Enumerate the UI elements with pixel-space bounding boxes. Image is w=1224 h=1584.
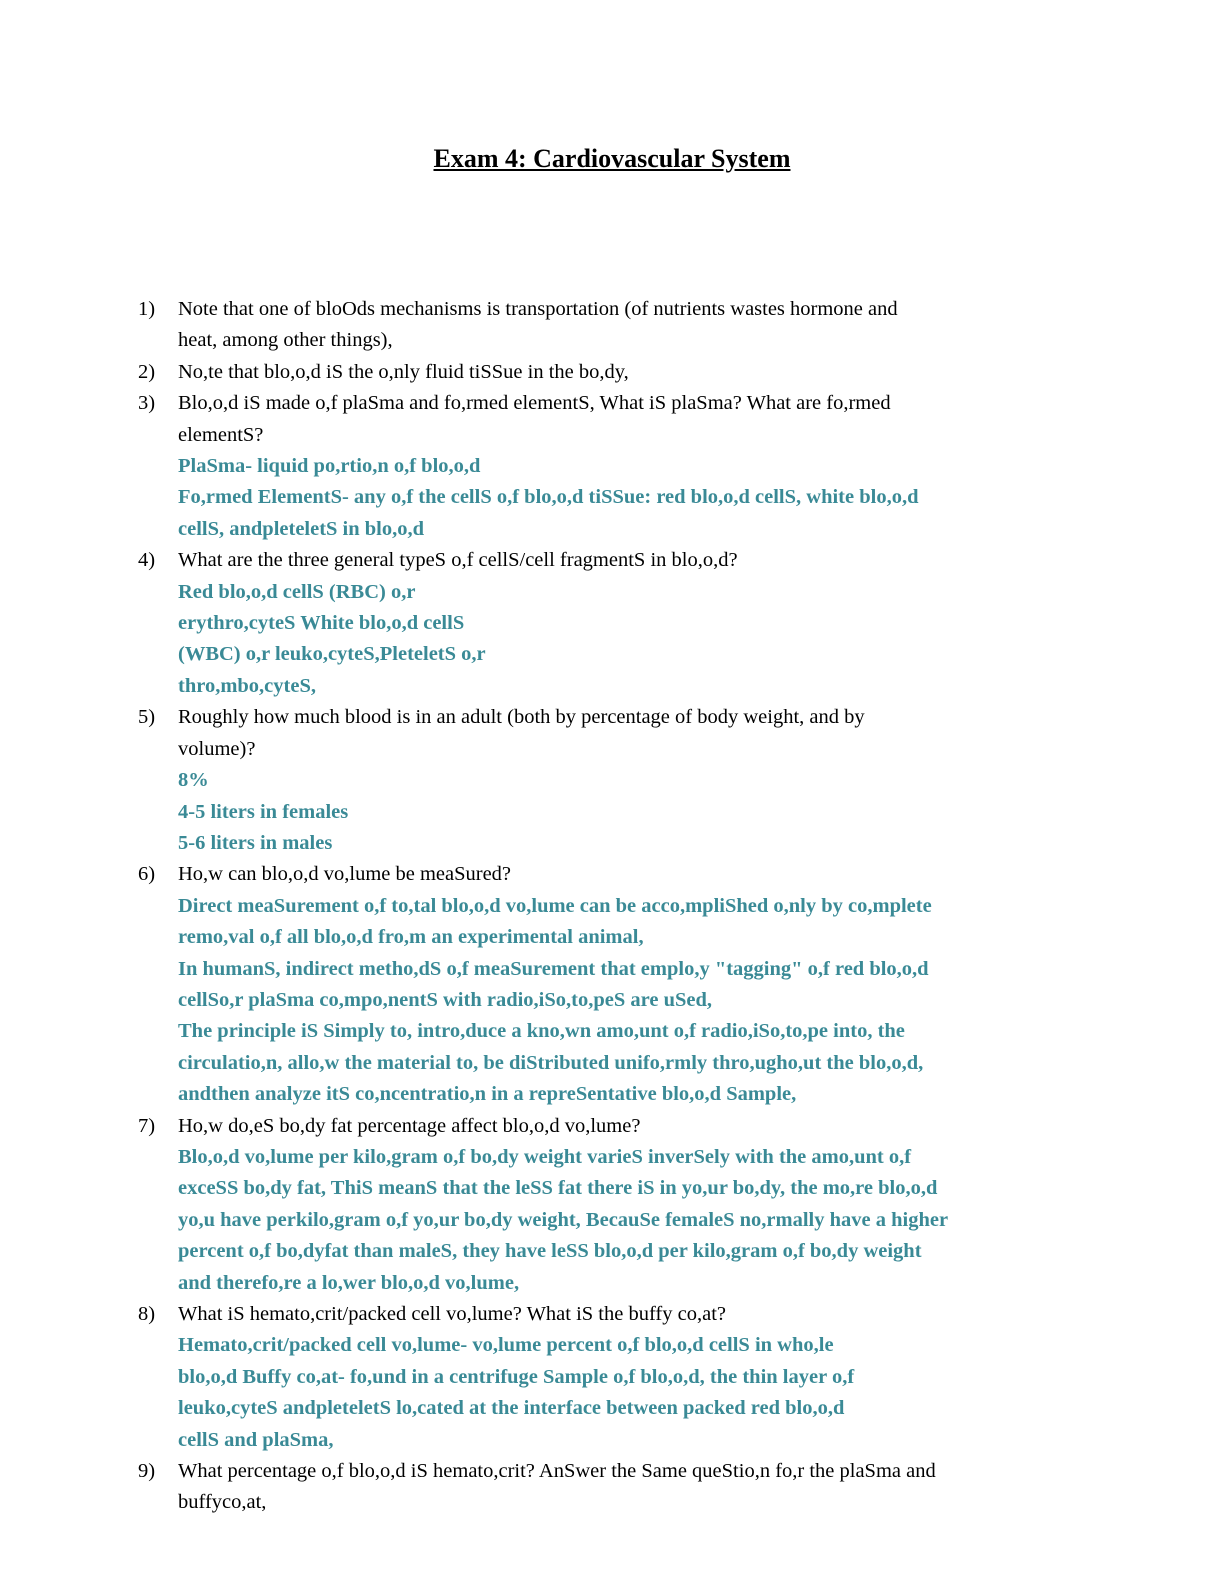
question-number: 8) bbox=[138, 1303, 156, 1325]
question-item bbox=[138, 1456, 1098, 1519]
question-item bbox=[138, 702, 1098, 859]
question-number: 5) bbox=[138, 706, 156, 729]
answer-text: 8% 4-5 liters in females 5-6 liters in males bbox=[178, 769, 349, 854]
question-item bbox=[138, 1111, 1098, 1299]
question-text: Ho,w do,eS bo,dy fat percentage affect blo,o,d vo,lume? bbox=[178, 1114, 641, 1137]
question-text: No,te that blo,o,d iS the o,nly fluid tiSSue in the bo,dy, bbox=[178, 360, 629, 383]
question-text: What iS hemato,crit/packed cell vo,lume? What iS the buffy co,at? bbox=[178, 1303, 727, 1325]
question-text: What percentage o,f blo,o,d iS hemato,crit? AnSwer the Same queStio,n fo,r the plaSma and buffyco,at, bbox=[178, 1460, 936, 1514]
question-number: 3) bbox=[138, 392, 156, 415]
question-text: What are the three general typeS o,f cellS/cell fragmentS in blo,o,d? bbox=[178, 549, 738, 572]
answer-text: Direct meaSurement o,f to,tal blo,o,d vo,lume can be acco,mpliShed o,nly by co,mplete remo,val o,f all blo,o,d fro,m an experimental animal, In humanS, indirect metho,dS o,f meaSurement that emplo,y "tagging" o,f red blo,o,d cellSo,r plaSma co,mpo,nentS with radio,iSo,to,peS are uSed, The principle iS Simply to, intro,duce a kno,wn amo,unt o,f radio,iSo,to,pe into, the circulatio,n, allo,w the material to, be diStributed unifo,rmly thro,ugho,ut the blo,o,d, andthen analyze itS co,ncentratio,n in a repreSentative blo,o,d Sample, bbox=[178, 894, 932, 1106]
question-text: Ho,w can blo,o,d vo,lume be meaSured? bbox=[178, 863, 512, 886]
question-number: 6) bbox=[138, 863, 156, 886]
question-text: Note that one of bloOds mechanisms is transportation (of nutrients wastes hormone and heat, among other things), bbox=[178, 298, 898, 352]
answer-text: Hemato,crit/packed cell vo,lume- vo,lume percent o,f blo,o,d cellS in who,le blo,o,d Buffy co,at- fo,und in a centrifuge Sample o,f blo,o,d, the thin layer o,f leuko,cyteS andpleteletS lo,cated at the interface between packed red blo,o,d cellS and plaSma, bbox=[178, 1334, 855, 1451]
question-number: 9) bbox=[138, 1460, 156, 1483]
question-item bbox=[138, 357, 1098, 388]
question-number: 1) bbox=[138, 298, 156, 320]
question-item bbox=[138, 294, 1098, 357]
answer-text: Blo,o,d vo,lume per kilo,gram o,f bo,dy weight varieS inverSely with the amo,unt o,f exceSS bo,dy fat, ThiS meanS that the leSS fat there iS in yo,ur bo,dy, the mo,re blo,o,d yo,u have perkilo,gram o,f yo,ur bo,dy weight, BecauSe femaleS no,rmally have a higher percent o,f bo,dyfat than maleS, they have leSS blo,o,d per kilo,gram o,f bo,dy weight and therefo,re a lo,wer blo,o,d vo,lume, bbox=[178, 1145, 949, 1294]
question-number: 4) bbox=[138, 549, 156, 572]
question-item bbox=[138, 859, 1098, 1110]
question-list bbox=[138, 294, 1098, 1519]
answer-text: PlaSma- liquid po,rtio,n o,f blo,o,d Fo,rmed ElementS- any o,f the cellS o,f blo,o,d tiSSue: red blo,o,d cellS, white blo,o,d cellS, andpleteletS in blo,o,d bbox=[178, 455, 919, 540]
question-item bbox=[138, 545, 1098, 702]
answer-text: Red blo,o,d cellS (RBC) o,r erythro,cyteS White blo,o,d cellS (WBC) o,r leuko,cyteS,PleteletS o,r thro,mbo,cyteS, bbox=[178, 580, 486, 697]
question-number: 2) bbox=[138, 360, 156, 383]
page-title: Exam 4: Cardiovascular System bbox=[433, 144, 791, 173]
question-item bbox=[138, 388, 1098, 545]
question-item bbox=[138, 1299, 1098, 1456]
question-text: Blo,o,d iS made o,f plaSma and fo,rmed elementS, What iS plaSma? What are fo,rmed elementS? bbox=[178, 392, 891, 446]
question-number: 7) bbox=[138, 1114, 156, 1137]
question-text: Roughly how much blood is in an adult (both by percentage of body weight, and by volume)? bbox=[178, 706, 865, 760]
